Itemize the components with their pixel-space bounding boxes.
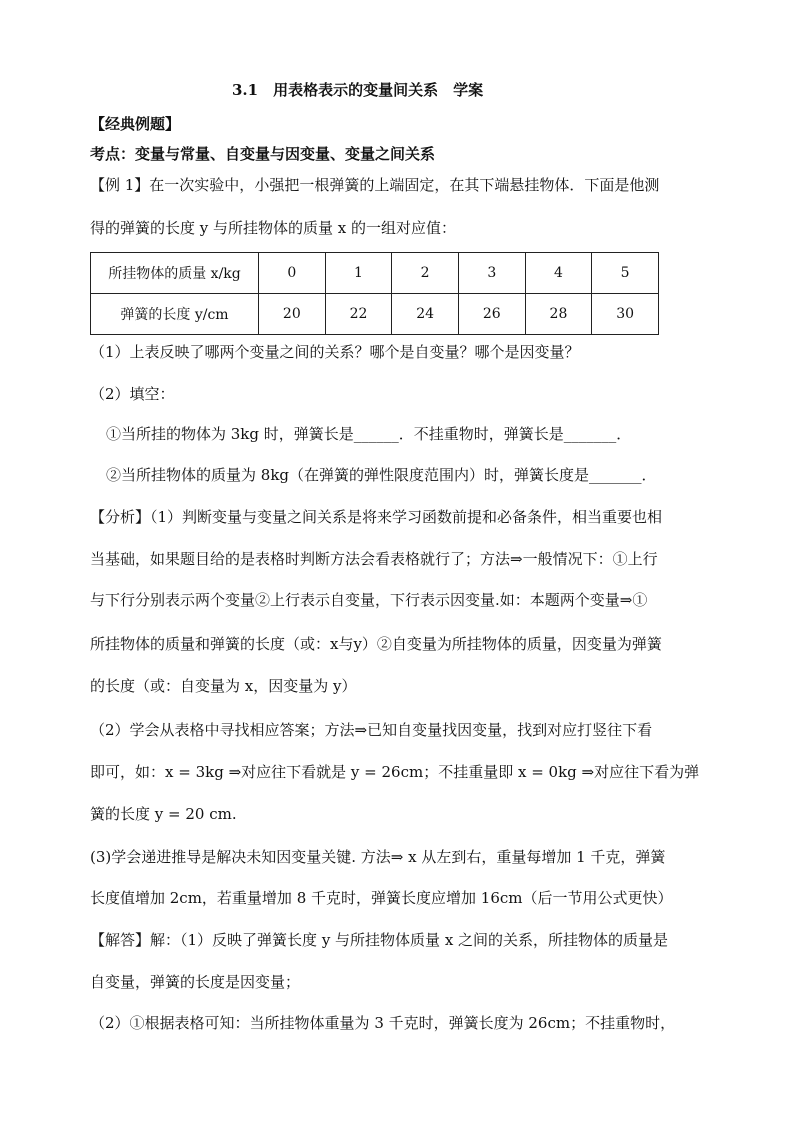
- analysis-line-9: (3)学会递进推导是解决未知因变量关键. 方法⇒ x 从左到右，重量每增加 1 千克，弹簧: [90, 848, 666, 866]
- table-cell: 2: [392, 253, 459, 294]
- table-cell: 3: [458, 253, 525, 294]
- solution-line-1: 【解答】解：（1）反映了弹簧长度 y 与所挂物体质量 x 之间的关系，所挂物体的质量是: [90, 931, 669, 949]
- analysis-line-5: 的长度（或：自变量为 x，因变量为 y）: [90, 677, 357, 695]
- table-cell: 30: [592, 294, 659, 335]
- question-1: （1）上表反映了哪两个变量之间的关系？哪个是自变量？哪个是因变量？: [90, 343, 580, 361]
- table-cell: 24: [392, 294, 459, 335]
- table-cell: 5: [592, 253, 659, 294]
- page-title: 3.1 用表格表示的变量间关系 学案: [232, 81, 484, 99]
- example-text-line-1: 【例 1】在一次实验中，小强把一根弹簧的上端固定，在其下端悬挂物体．下面是他测: [90, 176, 660, 194]
- section-heading: 【经典例题】: [90, 115, 181, 133]
- analysis-line-6: （2）学会从表格中寻找相应答案；方法⇒已知自变量找因变量，找到对应打竖往下看: [90, 721, 653, 739]
- data-table: [90, 252, 659, 335]
- example-text-line-2: 得的弹簧的长度 y 与所挂物体的质量 x 的一组对应值：: [90, 219, 457, 237]
- topic-heading: 考点：变量与常量、自变量与因变量、变量之间关系: [90, 145, 436, 163]
- table-cell: 4: [525, 253, 592, 294]
- table-row: [91, 294, 659, 335]
- analysis-line-2: 当基础，如果题目给的是表格时判断方法会看表格就行了；方法⇒一般情况下：①上行: [90, 550, 658, 568]
- analysis-line-8: 簧的长度 y = 20 cm.: [90, 805, 237, 823]
- question-2: （2）填空：: [90, 385, 175, 403]
- table-cell: 28: [525, 294, 592, 335]
- analysis-line-7: 即可，如：x = 3kg ⇒对应往下看就是 y = 26cm；不挂重量即 x = 0kg ⇒对应往下看为弹: [90, 763, 700, 781]
- question-2b: ②当所挂物体的质量为 8kg（在弹簧的弹性限度范围内）时，弹簧长度是_______．: [106, 466, 657, 484]
- solution-line-2: 自变量，弹簧的长度是因变量；: [90, 973, 301, 991]
- analysis-line-1: 【分析】（1）判断变量与变量之间关系是将来学习函数前提和必备条件，相当重要也相: [90, 508, 663, 526]
- analysis-line-3: 与下行分别表示两个变量②上行表示自变量，下行表示因变量.如：本题两个变量⇒①: [90, 591, 648, 609]
- analysis-line-10: 长度值增加 2cm，若重量增加 8 千克时，弹簧长度应增加 16cm（后一节用公式更快）: [90, 889, 673, 907]
- table-cell: 22: [325, 294, 392, 335]
- row-label-mass: 所挂物体的质量 x/kg: [91, 253, 259, 294]
- table-cell: 20: [259, 294, 326, 335]
- table-cell: 1: [325, 253, 392, 294]
- table-cell: 0: [259, 253, 326, 294]
- solution-line-3: （2）①根据表格可知：当所挂物体重量为 3 千克时，弹簧长度为 26cm；不挂重物时，: [90, 1014, 676, 1032]
- table-row: [91, 253, 659, 294]
- analysis-line-4: 所挂物体的质量和弹簧的长度（或：x与y）②自变量为所挂物体的质量，因变量为弹簧: [90, 635, 662, 653]
- row-label-length: 弹簧的长度 y/cm: [91, 294, 259, 335]
- table-cell: 26: [458, 294, 525, 335]
- question-2a: ①当所挂的物体为 3kg 时，弹簧长是______．不挂重物时，弹簧长是_______．: [106, 425, 632, 443]
